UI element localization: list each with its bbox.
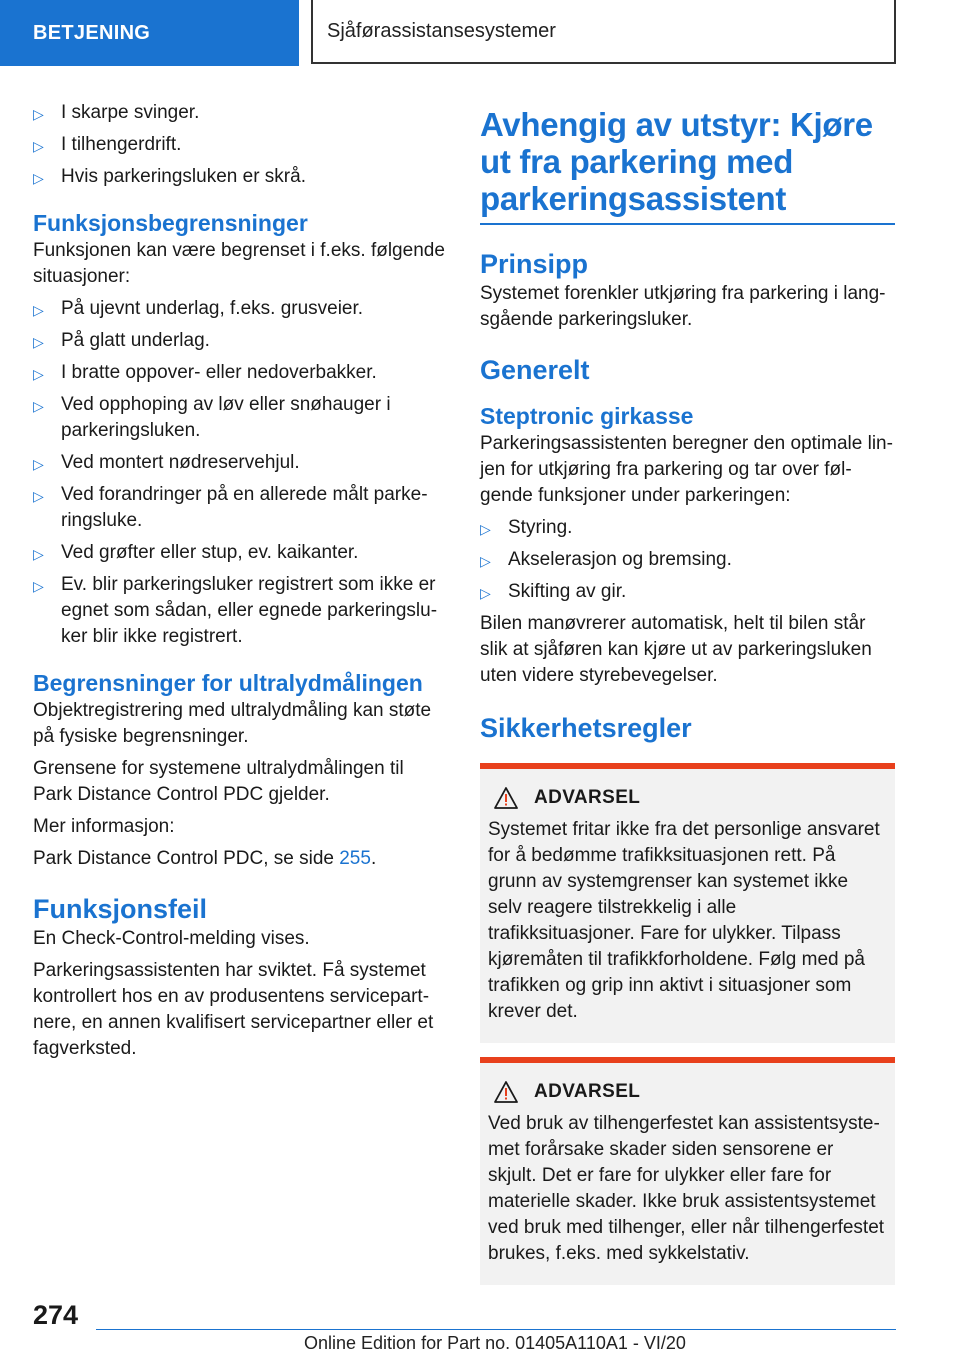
warning-text: Ved bruk av tilhengerfestet kan assistentsystemet forårsake skader siden sensorene er skjult. Det er fare for ulykker eller fare for materielle skader. Ikke bruk assistentsystemet ved bruk med tilhenger, eller når tilhengerfestet brukes, f.eks. med sykkelstativ. — [488, 1113, 885, 1264]
list-item: ▷ I tilhengerdrift. — [33, 132, 448, 158]
steptronic-text: Parkeringsassistenten beregner den optimale linjen for utkjøring fra parkering og tar over følgende funksjoner under parkeringen: — [480, 433, 893, 506]
warning-triangle-icon — [494, 787, 518, 809]
triangle-right-icon: ▷ — [33, 546, 44, 562]
heading-ultrasound: Begrensninger for ultralydmålingen — [33, 670, 423, 696]
triangle-right-icon: ▷ — [480, 553, 491, 569]
list-item: ▷ Skifting av gir. — [480, 579, 895, 605]
footer-divider — [96, 1329, 896, 1330]
triangle-right-icon: ▷ — [33, 398, 44, 414]
triangle-right-icon: ▷ — [33, 302, 44, 318]
list-item: ▷ I bratte oppover- eller nedoverbakker. — [33, 360, 448, 386]
heading-safety: Sikkerhetsregler — [480, 713, 692, 743]
warning-label: ADVARSEL — [534, 1081, 641, 1102]
warning-triangle-icon — [494, 1081, 518, 1103]
page-number: 274 — [33, 1300, 79, 1330]
page-reference-link[interactable]: 255 — [339, 848, 371, 869]
ultrasound-p3: Mer informasjon: — [33, 816, 175, 837]
list-item: ▷ Akselerasjon og bremsing. — [480, 547, 895, 573]
triangle-right-icon: ▷ — [33, 366, 44, 382]
list-item: ▷ Styring. — [480, 515, 895, 541]
warning-box — [480, 1057, 895, 1285]
steptronic-after: Bilen manøvrerer automatisk, helt til bilen står slik at sjåføren kan kjøre ut av parkeringsluken uten videre styrebevegelser. — [480, 613, 872, 686]
heading-steptronic: Steptronic girkasse — [480, 403, 694, 429]
list-item: ▷ Ved forandringer på en allerede målt parkeringsluke. — [33, 484, 428, 531]
chapter-title: Sjåførassistansesystemer — [311, 0, 896, 64]
triangle-right-icon: ▷ — [480, 521, 491, 537]
list-item: ▷ På ujevnt underlag, f.eks. grusveier. — [33, 296, 448, 322]
triangle-right-icon: ▷ — [33, 170, 44, 186]
list-item: ▷ Hvis parkeringsluken er skrå. — [33, 164, 448, 190]
triangle-right-icon: ▷ — [480, 585, 491, 601]
list-item: ▷ Ved opphoping av løv eller snøhauger i parkeringsluken. — [33, 394, 391, 441]
footer-edition: Online Edition for Part no. 01405A110A1 - VI/20 — [304, 1333, 686, 1353]
list-item: ▷ I skarpe svinger. — [33, 100, 448, 126]
list-item: ▷ Ved grøfter eller stup, ev. kaikanter. — [33, 540, 448, 566]
warning-label: ADVARSEL — [534, 787, 641, 808]
principle-text: Systemet forenkler utkjøring fra parkering i langsgående parkeringsluker. — [480, 283, 886, 330]
right-column — [480, 100, 895, 1285]
malfunction-p1: En Check-Control-melding vises. — [33, 928, 310, 949]
list-item: ▷ På glatt underlag. — [33, 328, 448, 354]
triangle-right-icon: ▷ — [33, 578, 44, 594]
warning-text: Systemet fritar ikke fra det personlige ansvaret for å bedømme trafikksituasjonen rett. På grunn av systemgrenser kan systemet ikke selv reagere tilstrekkelig i alle trafikksituasjoner. Fare for ulykker. Tilpass kjøremåten til trafikkforholdene. Følg med på trafikken og grip inn aktivt i situasjoner som krever det. — [488, 819, 880, 1022]
warning-box — [480, 763, 895, 1043]
bullet-list-top — [33, 100, 448, 190]
ultrasound-p1: Objektregistrering med ultralydmåling kan støte på fysiske begrensninger. — [33, 700, 432, 747]
ultrasound-p2: Grensene for systemene ultralydmålingen til Park Distance Control PDC gjelder. — [33, 758, 404, 805]
left-column — [33, 100, 448, 1068]
heading-general: Generelt — [480, 355, 590, 385]
heading-principle: Prinsipp — [480, 249, 589, 279]
triangle-right-icon: ▷ — [33, 488, 44, 504]
bullet-list-steptronic — [480, 515, 895, 605]
malfunction-p2: Parkeringsassistenten har sviktet. Få systemet kontrollert hos en av produsentens servicepartnere, en annen kvalifisert servicepartner eller et fagverksted. — [33, 960, 434, 1059]
triangle-right-icon: ▷ — [33, 334, 44, 350]
ultrasound-p4: Park Distance Control PDC, se side 255. — [33, 848, 377, 869]
page-header — [0, 0, 960, 66]
section-tab: BETJENING — [0, 0, 299, 66]
triangle-right-icon: ▷ — [33, 106, 44, 122]
triangle-right-icon: ▷ — [33, 456, 44, 472]
list-item: ▷ Ev. blir parkeringsluker registrert som ikke er egnet som sådan, eller egnede parkeringsluker blir ikke registrert. — [33, 574, 438, 647]
heading-malfunction: Funksjonsfeil — [33, 894, 208, 924]
list-item: ▷ Ved montert nødreservehjul. — [33, 450, 448, 476]
main-title: Avhengig av utstyr: Kjøre ut fra parkering med parkeringsassistent — [480, 106, 895, 225]
func-limits-intro: Funksjonen kan være begrenset i f.eks. følgende situasjoner: — [33, 240, 445, 287]
bullet-list-func-limits — [33, 296, 448, 650]
heading-func-limits: Funksjonsbegrensninger — [33, 210, 308, 236]
triangle-right-icon: ▷ — [33, 138, 44, 154]
